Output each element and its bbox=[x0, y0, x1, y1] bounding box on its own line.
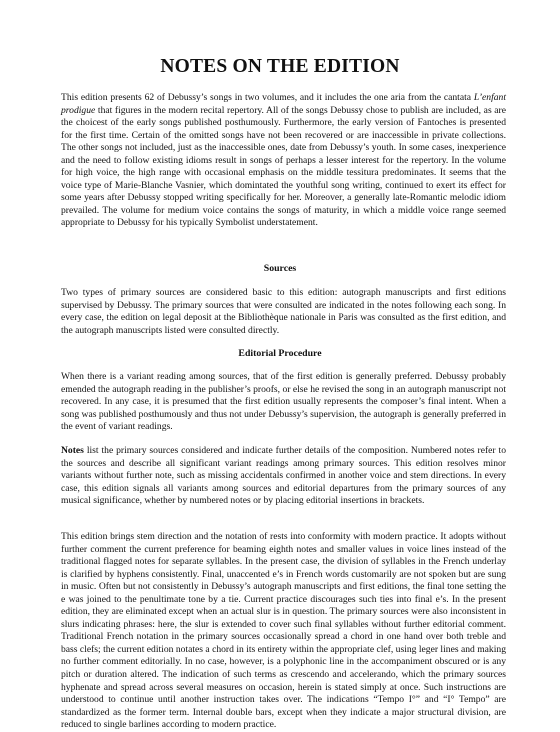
notes-text: list the primary sources considered and indicate further details of the composition. Numbered notes refer to the sources and describe all significant variant readings among primary sources. This edition resolves minor variants without further note, such as missing accidentals confirmed in another voice and stem directions. In every case, this edition signals all variants among sources and editorial departures from the primary sources of any musical significance, whether by numbered notes or by placing editorial insertions in brackets. bbox=[61, 445, 506, 507]
editorial-paragraph-notation: This edition brings stem direction and the notation of rests into conformity with modern practice. It adopts without further comment the current preference for beaming eighth notes and smaller values in voice lines instead of the traditional flagged notes for separate syllables. In the present case, the division of syllables in the French underlay is clarified by hyphens consistently. Final, unaccented e’s in French words customarily are not spoken but are sung in music. Often but not consistently in Debussy’s autograph manuscripts and first editions, the final tone setting the e was joined to the penultimate tone by a tie. Current practice discourages such ties into final e’s. In the present edition, they are eliminated except when an actual slur is in question. The primary sources were also inconsistent in slurs indicating phrases: here, the slur is extended to cover such final syllables without further editorial comment. Traditional French notation in the primary sources occasionally spread a chord in one hand over both treble and bass clefs; the current edition notates a chord in its entirety within the appropriate clef, using leger lines and making no further comment editorially. In no case, however, is a polyphonic line in the accompaniment obscured or is any pitch or duration altered. The indication of such terms as crescendo and accelerando, which the primary sources hyphenate and spread across several measures on occasion, herein is stated simply at once. Such instructions are understood to continue until another instruction takes over. The indications “Tempo I°” and “I° Tempo” are standardized as the former term. Internal double bars, except when they indicate a major structural division, are reduced to single barlines according to modern practice. bbox=[61, 531, 506, 731]
notes-term: Notes bbox=[61, 445, 84, 456]
editorial-paragraph-notes bbox=[61, 445, 506, 508]
intro-text-start: This edition presents 62 of Debussy’s songs in two volumes, and it includes the one aria from the cantata bbox=[61, 92, 474, 103]
sources-paragraph: Two types of primary sources are considered basic to this edition: autograph manuscripts and first editions supervised by Debussy. The primary sources that were consulted are indicated in the notes following each song. In every case, the edition on legal deposit at the Bibliothèque nationale in Paris was consulted as the first edition, and the autograph manuscripts listed were consulted directly. bbox=[61, 287, 506, 336]
cantata-title: L’enfant prodigue bbox=[61, 92, 506, 116]
intro-paragraph bbox=[61, 92, 506, 230]
editorial-paragraph-variants: When there is a variant reading among sources, that of the first edition is generally preferred. Debussy probably emended the autograph reading in the publisher’s proofs, or else he revised the song in an autograph manuscript not recovered. In any case, it is presumed that the first edition usually represents the composer’s final intent. When a song was published posthumously and thus not under Debussy’s supervision, the autograph is generally preferred in the event of variant readings. bbox=[61, 371, 506, 433]
sources-heading: Sources bbox=[263, 263, 297, 274]
editorial-procedure-heading: Editorial Procedure bbox=[238, 348, 322, 359]
page-title: NOTES ON THE EDITION bbox=[160, 56, 400, 77]
intro-text-rest: that figures in the modern recital repertory. All of the songs Debussy chose to publish are included, as are the choicest of the early songs published posthumously. Furthermore, the early version of Fantoches is presented for the first time. Certain of the omitted songs have not been recovered or are inaccessible in private collections. The other songs not included, just as the inaccessible ones, date from Debussy’s youth. In some cases, inexperience and the need to follow existing idioms result in songs of perhaps a lesser interest for the repertory. In the volume for high voice, the high range with occasional emphasis on the middle tessitura predominates. It seems that the voice type of Marie-Blanche Vasnier, which domintated the youthful song writing, continued to exert its effect for some years after Debussy stopped writing specifically for her. Moreover, a generally late-Romantic melodic idiom prevailed. The volume for medium voice contains the songs of maturity, in which a middle voice range seemed appropriate to Debussy for his typically Symbolist understatement. bbox=[61, 104, 506, 229]
